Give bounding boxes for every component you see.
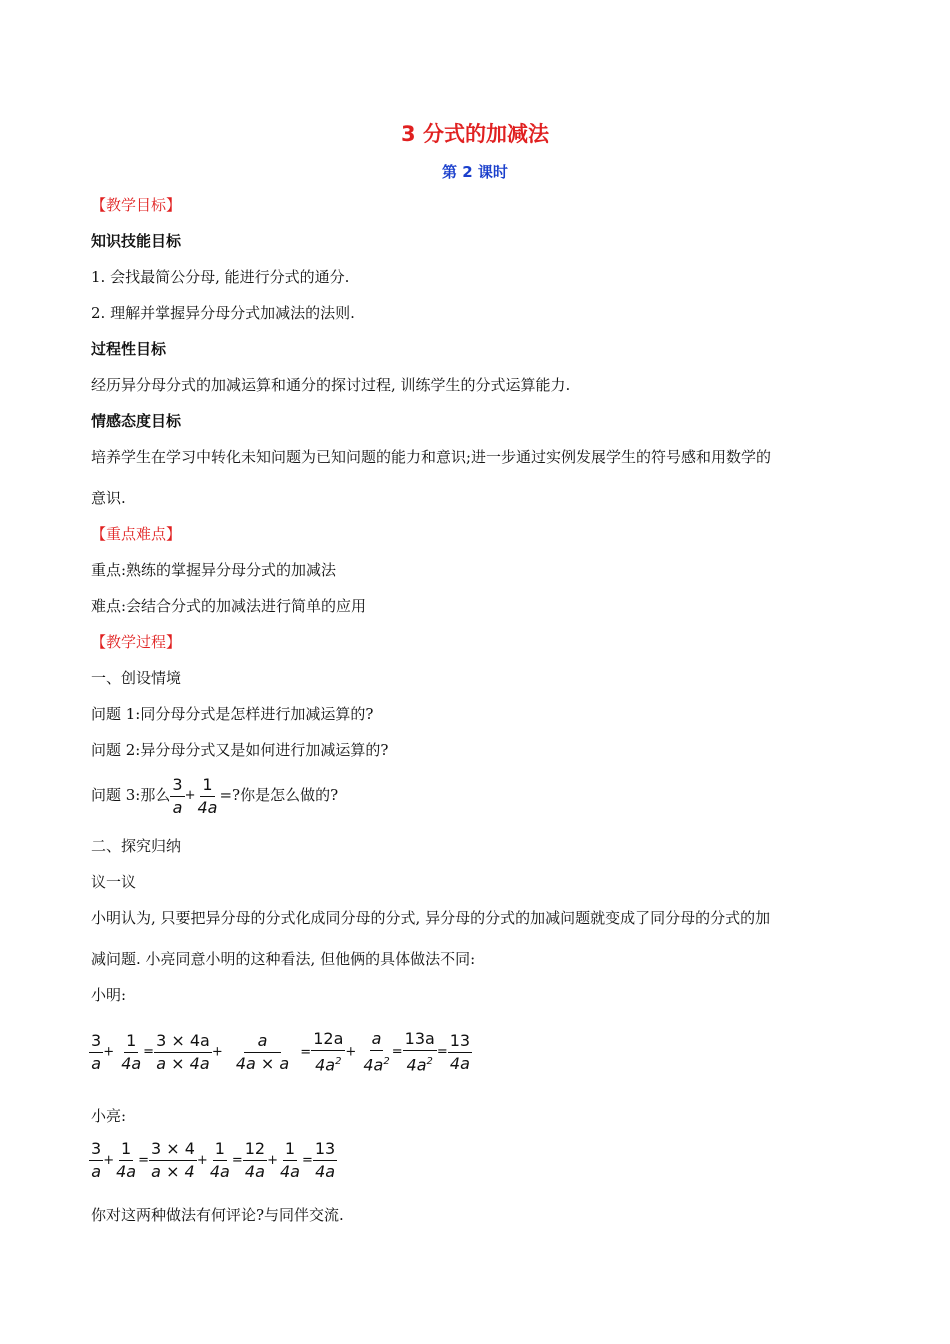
emotion-text-line-1: 培养学生在学习中转化未知问题为已知问题的能力和意识;进一步通过实例发展学生的符号感和用数学的	[91, 448, 772, 466]
fraction-denominator	[405, 1051, 435, 1076]
plus-sign: +	[103, 1153, 115, 1168]
fraction-denominator: a × 4a	[156, 1053, 210, 1073]
discuss-heading: 议一议	[91, 873, 137, 891]
fraction-denominator: 4a × a	[235, 1053, 290, 1073]
plus-sign: +	[184, 788, 196, 803]
equals-sign: =	[436, 1044, 448, 1060]
fraction-numerator: 3	[170, 774, 184, 797]
knowledge-item-1: 1. 会找最简公分母, 能进行分式的通分.	[91, 268, 350, 286]
fraction	[448, 1030, 472, 1075]
part-two-heading: 二、探究归纳	[91, 837, 182, 855]
fraction	[170, 774, 184, 819]
knowledge-heading: 知识技能目标	[91, 232, 182, 250]
fraction	[154, 1030, 212, 1075]
fraction-numerator: 3	[89, 1138, 103, 1161]
fraction-denominator	[313, 1051, 343, 1076]
fraction	[119, 1030, 143, 1075]
fraction-denominator: a	[91, 1162, 101, 1181]
emotion-text-line-2: 意识.	[91, 489, 126, 507]
plus-sign: +	[103, 1044, 115, 1060]
paragraph-line-1: 小明认为, 只要把异分母的分式化成同分母的分式, 异分母的分式的加减问题就变成了同分母的分式的加	[91, 909, 771, 927]
fraction	[89, 1138, 103, 1183]
knowledge-item-2: 2. 理解并掌握异分母分式加减法的法则.	[91, 304, 355, 322]
fraction-numerator: 3 × 4a	[154, 1030, 212, 1053]
fraction-denominator: 4a	[244, 1162, 265, 1181]
fraction-numerator: 12	[243, 1138, 267, 1161]
fraction-denominator: 4a	[315, 1162, 336, 1181]
process-text: 经历异分母分式的加减运算和通分的探讨过程, 训练学生的分式运算能力.	[91, 376, 571, 394]
denominator-base: 4a	[363, 1055, 384, 1075]
fraction-numerator: a	[370, 1028, 384, 1051]
plus-sign: +	[267, 1153, 278, 1168]
plus-sign: +	[196, 1153, 208, 1168]
fraction-numerator: 1	[200, 774, 214, 797]
closing-question: 你对这两种做法有何评论?与同伴交流.	[91, 1206, 344, 1224]
fraction-numerator: 1	[213, 1138, 227, 1161]
xiaoming-equation	[89, 1028, 472, 1076]
xiaoming-label: 小明:	[91, 986, 127, 1004]
question-3-prefix: 问题 3:那么	[91, 786, 171, 804]
fraction	[195, 774, 219, 819]
section-heading-goals: 【教学目标】	[91, 196, 182, 214]
difficult-point: 难点:会结合分式的加减法进行简单的应用	[91, 597, 367, 615]
denominator-base: 4a	[315, 1055, 336, 1075]
equals-sign: =	[301, 1153, 313, 1168]
fraction-denominator	[361, 1051, 391, 1076]
fraction	[403, 1028, 437, 1076]
xiaoliang-label: 小亮:	[91, 1107, 127, 1125]
fraction	[361, 1028, 391, 1076]
equals-sign: =	[231, 1153, 243, 1168]
section-heading-process: 【教学过程】	[91, 633, 182, 651]
equals-sign: =	[300, 1044, 312, 1060]
fraction	[311, 1028, 345, 1076]
fraction	[114, 1138, 138, 1183]
fraction-numerator: 1	[119, 1138, 133, 1161]
exponent: 2	[426, 1056, 433, 1067]
fraction	[313, 1138, 337, 1183]
plus-sign: +	[345, 1044, 357, 1060]
fraction-denominator: 4a	[279, 1162, 300, 1181]
equals-sign: =	[391, 1044, 403, 1060]
fraction-numerator: 12a	[311, 1028, 345, 1051]
page-subtitle: 第 2 课时	[442, 163, 508, 181]
part-one-heading: 一、创设情境	[91, 669, 182, 687]
fraction-numerator: 1	[283, 1138, 297, 1161]
fraction-numerator: a	[244, 1030, 282, 1053]
exponent: 2	[383, 1056, 390, 1067]
fraction-denominator: 4a	[197, 797, 218, 817]
plus-sign: +	[211, 1044, 223, 1060]
equals-sign: =	[138, 1153, 149, 1168]
process-heading: 过程性目标	[91, 340, 167, 358]
page-title: 3 分式的加减法	[401, 122, 549, 146]
fraction	[208, 1138, 232, 1183]
fraction-denominator: 4a	[121, 1053, 142, 1073]
fraction-denominator: a × 4	[151, 1162, 195, 1181]
fraction-numerator: 3	[89, 1030, 103, 1053]
fraction	[234, 1030, 291, 1075]
fraction-denominator: a	[91, 1053, 101, 1073]
question-2: 问题 2:异分母分式又是如何进行加减运算的?	[91, 741, 389, 759]
equals-sign: =	[143, 1044, 155, 1060]
question-1: 问题 1:同分母分式是怎样进行加减运算的?	[91, 705, 374, 723]
emotion-heading: 情感态度目标	[91, 412, 182, 430]
denominator-base: 4a	[406, 1055, 427, 1075]
fraction	[278, 1138, 302, 1183]
fraction	[243, 1138, 267, 1183]
fraction-numerator: 3 × 4	[149, 1138, 197, 1161]
key-point: 重点:熟练的掌握异分母分式的加减法	[91, 561, 337, 579]
fraction-denominator: 4a	[449, 1053, 470, 1073]
fraction-numerator: 13	[448, 1030, 472, 1053]
question-3	[91, 771, 338, 820]
fraction-numerator: 1	[124, 1030, 138, 1053]
fraction-denominator: 4a	[116, 1162, 137, 1181]
paragraph-line-2: 减问题. 小亮同意小明的这种看法, 但他俩的具体做法不同:	[91, 950, 476, 968]
question-3-suffix: =?你是怎么做的?	[219, 786, 339, 804]
fraction-numerator: 13	[313, 1138, 337, 1161]
xiaoliang-equation	[89, 1138, 337, 1183]
section-heading-key: 【重点难点】	[91, 525, 182, 543]
fraction-numerator: 13a	[403, 1028, 437, 1051]
fraction	[89, 1030, 103, 1075]
fraction-denominator: 4a	[209, 1162, 230, 1181]
exponent: 2	[335, 1056, 342, 1067]
fraction	[149, 1138, 197, 1183]
fraction-denominator: a	[172, 797, 183, 817]
